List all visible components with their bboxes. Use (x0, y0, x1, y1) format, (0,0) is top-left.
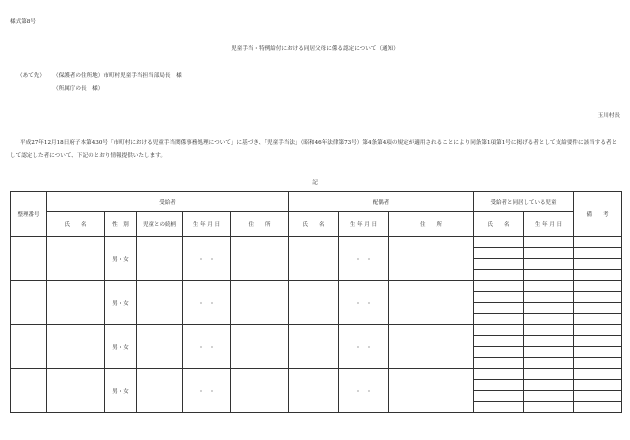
record-jukyu-gender-cell[interactable]: 男・女 (105, 325, 137, 369)
table-row (11, 325, 622, 336)
record-kodomo-birthdate-cell[interactable] (524, 270, 574, 281)
record-kodomo-name-cell[interactable] (474, 292, 524, 303)
record-jukyu-relation-cell[interactable] (137, 325, 183, 369)
addressee-main: （保護者の住所地）市町村児童手当担当部局長 様 (53, 73, 182, 79)
record-jukyu-relation-cell[interactable] (137, 281, 183, 325)
record-kodomo-name-cell[interactable] (474, 325, 524, 336)
record-jukyu-name-cell[interactable] (47, 369, 105, 413)
record-kodomo-name-cell[interactable] (474, 237, 524, 248)
ki-mark: 記 (312, 180, 318, 186)
record-kodomo-birthdate-cell[interactable] (524, 336, 574, 347)
subheader-jukyu-name: 氏 名 (47, 212, 105, 237)
record-jukyu-gender-cell[interactable]: 男・女 (105, 237, 137, 281)
addressee-prefix: （あて先） (17, 73, 45, 79)
record-seiri-cell[interactable] (11, 369, 47, 413)
record-jukyu-address-cell[interactable] (231, 281, 289, 325)
record-kodomo-name-cell[interactable] (474, 259, 524, 270)
record-table (10, 191, 622, 413)
record-biko-cell[interactable] (574, 358, 622, 369)
record-haigu-birthdate-cell[interactable]: ・ ・ (339, 281, 389, 325)
record-biko-cell[interactable] (574, 248, 622, 259)
record-biko-cell[interactable] (574, 303, 622, 314)
record-kodomo-name-cell[interactable] (474, 314, 524, 325)
record-kodomo-birthdate-cell[interactable] (524, 237, 574, 248)
record-haigu-birthdate-cell[interactable]: ・ ・ (339, 325, 389, 369)
sender: 玉川村長 (597, 113, 620, 119)
record-haigu-address-cell[interactable] (389, 369, 474, 413)
record-kodomo-name-cell[interactable] (474, 336, 524, 347)
record-haigu-birthdate-cell[interactable]: ・ ・ (339, 369, 389, 413)
subheader-haigu-name: 氏 名 (289, 212, 339, 237)
record-haigu-name-cell[interactable] (289, 369, 339, 413)
record-biko-cell[interactable] (574, 325, 622, 336)
record-haigu-address-cell[interactable] (389, 325, 474, 369)
record-jukyu-relation-cell[interactable] (137, 237, 183, 281)
record-biko-cell[interactable] (574, 292, 622, 303)
record-kodomo-birthdate-cell[interactable] (524, 292, 574, 303)
form-number: 様式第8号 (10, 19, 36, 25)
record-jukyu-birthdate-cell[interactable]: ・ ・ (183, 325, 231, 369)
table-row (11, 281, 622, 292)
record-haigu-birthdate-cell[interactable]: ・ ・ (339, 237, 389, 281)
table-row (11, 237, 622, 248)
record-haigu-name-cell[interactable] (289, 237, 339, 281)
record-jukyu-relation-cell[interactable] (137, 369, 183, 413)
record-kodomo-name-cell[interactable] (474, 270, 524, 281)
record-haigu-name-cell[interactable] (289, 325, 339, 369)
record-kodomo-name-cell[interactable] (474, 358, 524, 369)
record-jukyu-gender-cell[interactable]: 男・女 (105, 369, 137, 413)
record-kodomo-birthdate-cell[interactable] (524, 303, 574, 314)
subheader-jukyu-relation: 児童との続柄 (137, 212, 183, 237)
record-jukyu-gender-cell[interactable]: 男・女 (105, 281, 137, 325)
record-kodomo-birthdate-cell[interactable] (524, 402, 574, 413)
record-haigu-address-cell[interactable] (389, 281, 474, 325)
record-biko-cell[interactable] (574, 270, 622, 281)
record-kodomo-name-cell[interactable] (474, 402, 524, 413)
record-kodomo-name-cell[interactable] (474, 380, 524, 391)
record-jukyu-address-cell[interactable] (231, 325, 289, 369)
header-haigu: 配偶者 (289, 192, 474, 212)
subheader-haigu-address: 住 所 (389, 212, 474, 237)
record-kodomo-name-cell[interactable] (474, 303, 524, 314)
record-biko-cell[interactable] (574, 281, 622, 292)
record-jukyu-birthdate-cell[interactable]: ・ ・ (183, 237, 231, 281)
record-kodomo-name-cell[interactable] (474, 369, 524, 380)
record-kodomo-birthdate-cell[interactable] (524, 369, 574, 380)
header-seiri: 整理番号 (11, 192, 47, 237)
record-kodomo-birthdate-cell[interactable] (524, 325, 574, 336)
record-kodomo-name-cell[interactable] (474, 281, 524, 292)
record-biko-cell[interactable] (574, 237, 622, 248)
subheader-jukyu-address: 住 所 (231, 212, 289, 237)
record-jukyu-name-cell[interactable] (47, 237, 105, 281)
document-title: 児童手当・特例給付における同居父母に係る認定について（通知） (231, 46, 399, 52)
subheader-kodomo-name: 氏 名 (474, 212, 524, 237)
record-kodomo-birthdate-cell[interactable] (524, 314, 574, 325)
record-biko-cell[interactable] (574, 391, 622, 402)
record-kodomo-birthdate-cell[interactable] (524, 248, 574, 259)
record-biko-cell[interactable] (574, 380, 622, 391)
record-kodomo-name-cell[interactable] (474, 347, 524, 358)
subheader-jukyu-birthdate: 生 年 月 日 (183, 212, 231, 237)
record-kodomo-birthdate-cell[interactable] (524, 281, 574, 292)
body-text: 平成27年12月18日府子本第430号「市町村における児童手当関係事務処理について」に基づき、「児童手当法」（昭和46年法律第73号）第4条第4項の規定が適用されることにより同条第1項第1号に掲げる者として支給要件に該当する者として認定した者について、下記のとおり情報提供いたします。 (10, 140, 618, 159)
record-seiri-cell[interactable] (11, 325, 47, 369)
record-biko-cell[interactable] (574, 369, 622, 380)
record-kodomo-birthdate-cell[interactable] (524, 380, 574, 391)
header-jukyu: 受給者 (47, 192, 289, 212)
table-row (11, 369, 622, 380)
addressee-sub: （所属庁の長 様） (53, 86, 104, 92)
subheader-jukyu-gender: 性 別 (105, 212, 137, 237)
record-kodomo-birthdate-cell[interactable] (524, 391, 574, 402)
record-jukyu-birthdate-cell[interactable]: ・ ・ (183, 281, 231, 325)
record-jukyu-name-cell[interactable] (47, 281, 105, 325)
record-jukyu-address-cell[interactable] (231, 237, 289, 281)
record-biko-cell[interactable] (574, 259, 622, 270)
header-biko: 備 考 (574, 192, 622, 237)
record-kodomo-name-cell[interactable] (474, 391, 524, 402)
record-seiri-cell[interactable] (11, 237, 47, 281)
record-kodomo-birthdate-cell[interactable] (524, 358, 574, 369)
record-haigu-address-cell[interactable] (389, 237, 474, 281)
record-biko-cell[interactable] (574, 314, 622, 325)
record-biko-cell[interactable] (574, 336, 622, 347)
record-jukyu-address-cell[interactable] (231, 369, 289, 413)
record-jukyu-name-cell[interactable] (47, 325, 105, 369)
record-biko-cell[interactable] (574, 402, 622, 413)
record-haigu-name-cell[interactable] (289, 281, 339, 325)
record-seiri-cell[interactable] (11, 281, 47, 325)
record-kodomo-birthdate-cell[interactable] (524, 347, 574, 358)
header-kodomo: 受給者と同居している児童 (474, 192, 574, 212)
record-jukyu-birthdate-cell[interactable]: ・ ・ (183, 369, 231, 413)
record-kodomo-name-cell[interactable] (474, 248, 524, 259)
record-biko-cell[interactable] (574, 347, 622, 358)
subheader-haigu-birthdate: 生 年 月 日 (339, 212, 389, 237)
record-kodomo-birthdate-cell[interactable] (524, 259, 574, 270)
subheader-kodomo-birthdate: 生 年 月 日 (524, 212, 574, 237)
